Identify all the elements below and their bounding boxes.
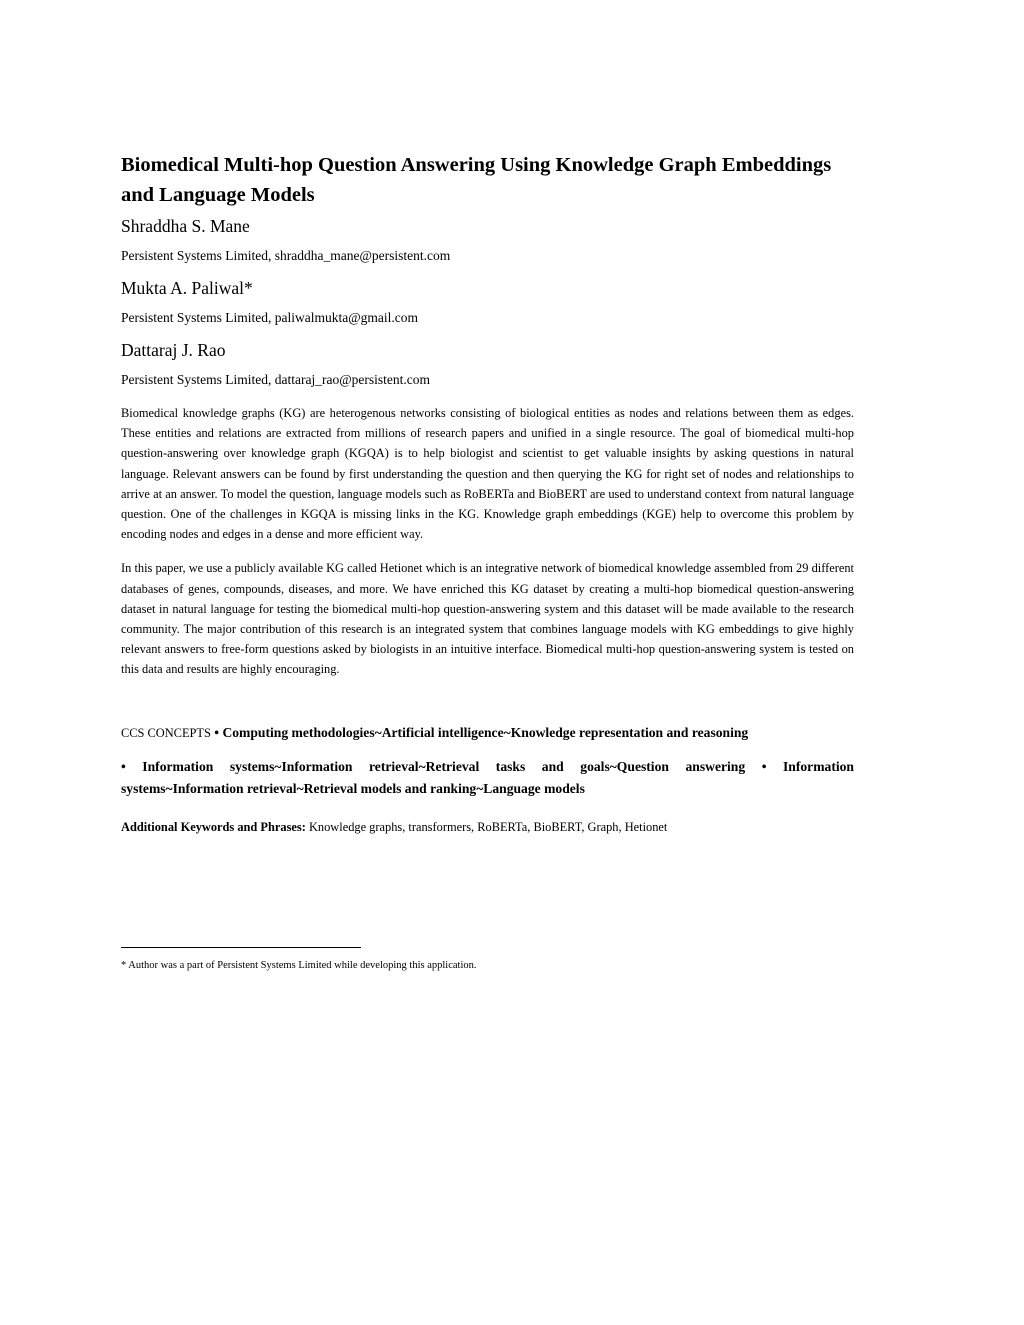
- author-name: Shraddha S. Mane: [121, 216, 250, 236]
- author-affiliation: Persistent Systems Limited, paliwalmukta@gmail.com: [121, 310, 419, 325]
- abstract-paragraph: Biomedical knowledge graphs (KG) are heterogenous networks consisting of biological entities as nodes and relations between them as edges. These entities and relations are extracted from millions of research papers and unified in a single resource. The goal of biomedical multi-hop question-answering over knowledge graph (KGQA) is to help biologist and scientist to get valuable insights by asking questions in natural language. Relevant answers can be found by first understanding the question and then querying the KG for right set of nodes and relationships to arrive at an answer. To model the question, language models such as RoBERTa and BioBERT are used to understand context from natural language question. One of the challenges in KGQA is missing links in the KG. Knowledge graph embeddings (KGE) help to overcome this problem by encoding nodes and edges in a dense and more efficient way.: [121, 406, 854, 542]
- author-affiliation: Persistent Systems Limited, shraddha_mane@persistent.com: [121, 248, 451, 263]
- footnote: * Author was a part of Persistent Systems Limited while developing this application.: [121, 960, 477, 971]
- abstract-paragraph: In this paper, we use a publicly available KG called Hetionet which is an integrative network of biomedical knowledge assembled from 29 different databases of genes, compounds, diseases, and more. We have enriched this KG dataset by creating a multi-hop biomedical question-answering dataset in natural language for testing the biomedical multi-hop question-answering system and this dataset will be made available to the research community. The major contribution of this research is an integrated system that combines language models with KG embeddings to give highly relevant answers to free-form questions asked by biologists in an intuitive interface. Biomedical multi-hop question-answering system is tested on this data and results are highly encouraging.: [121, 561, 854, 677]
- footnote-divider: [121, 947, 361, 948]
- author-name: Mukta A. Paliwal*: [121, 278, 253, 298]
- abstract: [121, 403, 854, 680]
- paper-page: [121, 150, 854, 837]
- keywords-label: Additional Keywords and Phrases:: [121, 819, 306, 834]
- ccs-concept-line: • Computing methodologies~Artificial intelligence~Knowledge representation and reasoning: [214, 724, 749, 740]
- ccs-concepts: [121, 722, 854, 744]
- paper-title: Biomedical Multi-hop Question Answering Using Knowledge Graph Embeddings and Language Models: [121, 154, 832, 206]
- keywords: [121, 817, 854, 837]
- ccs-label: CCS CONCEPTS: [121, 725, 211, 740]
- keywords-text: Knowledge graphs, transformers, RoBERTa, BioBERT, Graph, Hetionet: [308, 819, 668, 834]
- author-affiliation: Persistent Systems Limited, dattaraj_rao@persistent.com: [121, 372, 430, 387]
- ccs-concept-line: • Information systems~Information retrieval~Retrieval tasks and goals~Question answering • Information systems~Information retrieval~Retrieval models and ranking~Language models: [121, 758, 854, 796]
- author-name: Dattaraj J. Rao: [121, 340, 226, 360]
